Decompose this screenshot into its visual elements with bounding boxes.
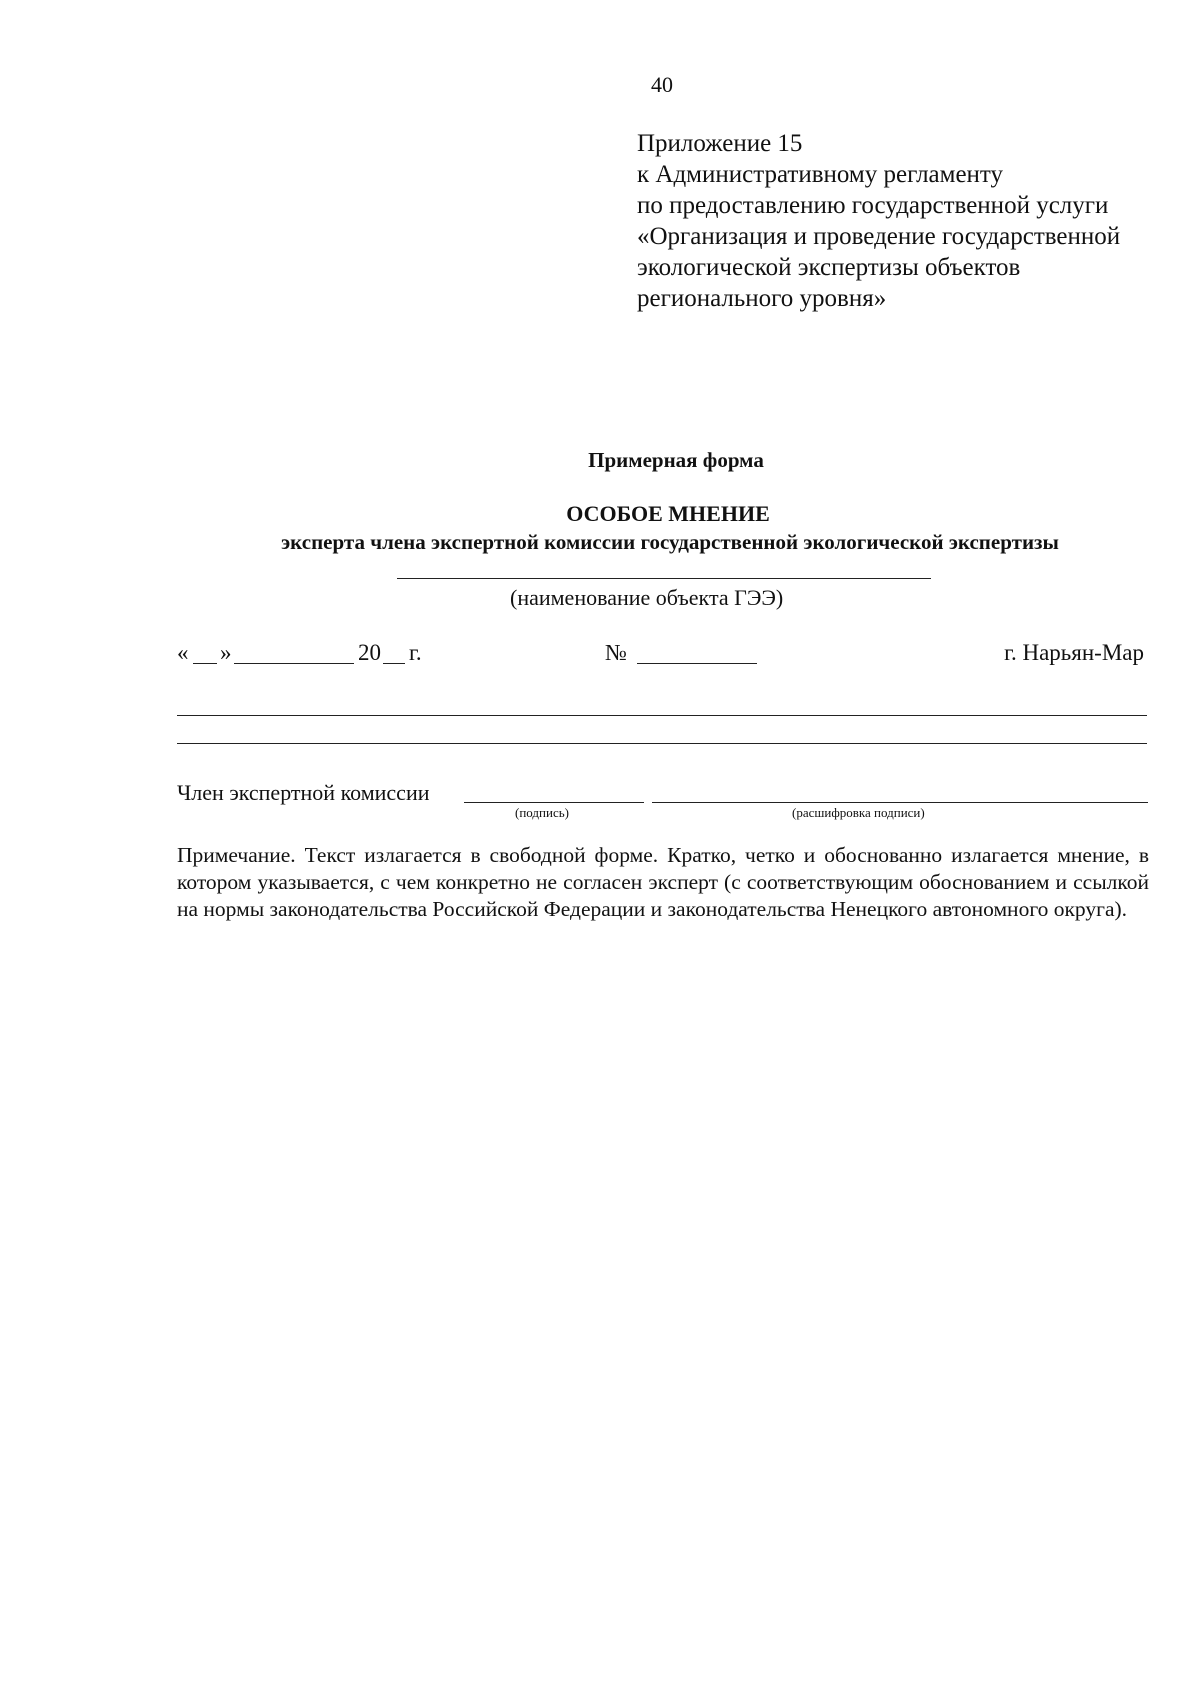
date-open-quote: « — [177, 640, 189, 665]
signature-caption: (подпись) — [515, 805, 569, 820]
form-caption: Примерная форма — [588, 448, 764, 472]
date-close-quote: » — [220, 640, 232, 665]
appendix-line: «Организация и проведение государственной — [637, 223, 1121, 250]
blank-text-line-2 — [177, 743, 1147, 744]
document-title: ОСОБОЕ МНЕНИЕ — [566, 501, 770, 526]
year-prefix: 20 — [358, 640, 381, 665]
appendix-line: к Административному регламенту — [637, 161, 1004, 188]
blank-text-line-1 — [177, 715, 1147, 716]
year-blank-line — [383, 663, 405, 664]
appendix-line: регионального уровня» — [637, 285, 887, 312]
month-blank-line — [234, 663, 354, 664]
object-caption: (наименование объекта ГЭЭ) — [510, 585, 784, 610]
day-blank-line — [193, 663, 217, 664]
year-suffix: г. — [409, 640, 422, 665]
appendix-line: Приложение 15 — [637, 130, 803, 157]
document-subtitle: эксперта члена экспертной комиссии государственной экологической экспертизы — [281, 530, 1059, 554]
appendix-line: по предоставлению государственной услуги — [637, 192, 1109, 219]
city-name: г. Нарьян-Мар — [1004, 640, 1144, 665]
object-name-line — [397, 578, 931, 579]
number-sign: № — [605, 640, 627, 665]
signature-decoding-caption: (расшифровка подписи) — [792, 805, 925, 820]
signature-line — [464, 802, 644, 803]
member-label: Член экспертной комиссии — [177, 780, 430, 805]
signature-decoding-line — [652, 802, 1148, 803]
page-number: 40 — [651, 72, 673, 97]
appendix-line: экологической экспертизы объектов — [637, 254, 1021, 281]
number-blank-line — [637, 663, 757, 664]
note-paragraph: Примечание. Текст излагается в свободной форме. Кратко, четко и обоснованно излагается мнение, в котором указывается, с чем конкретно не согласен эксперт (с соответствующим обоснованием и ссылкой на нормы законодательства Российской Федерации и законодательства Ненецкого автономного округа). — [177, 843, 1149, 921]
appendix-header — [637, 128, 1120, 314]
